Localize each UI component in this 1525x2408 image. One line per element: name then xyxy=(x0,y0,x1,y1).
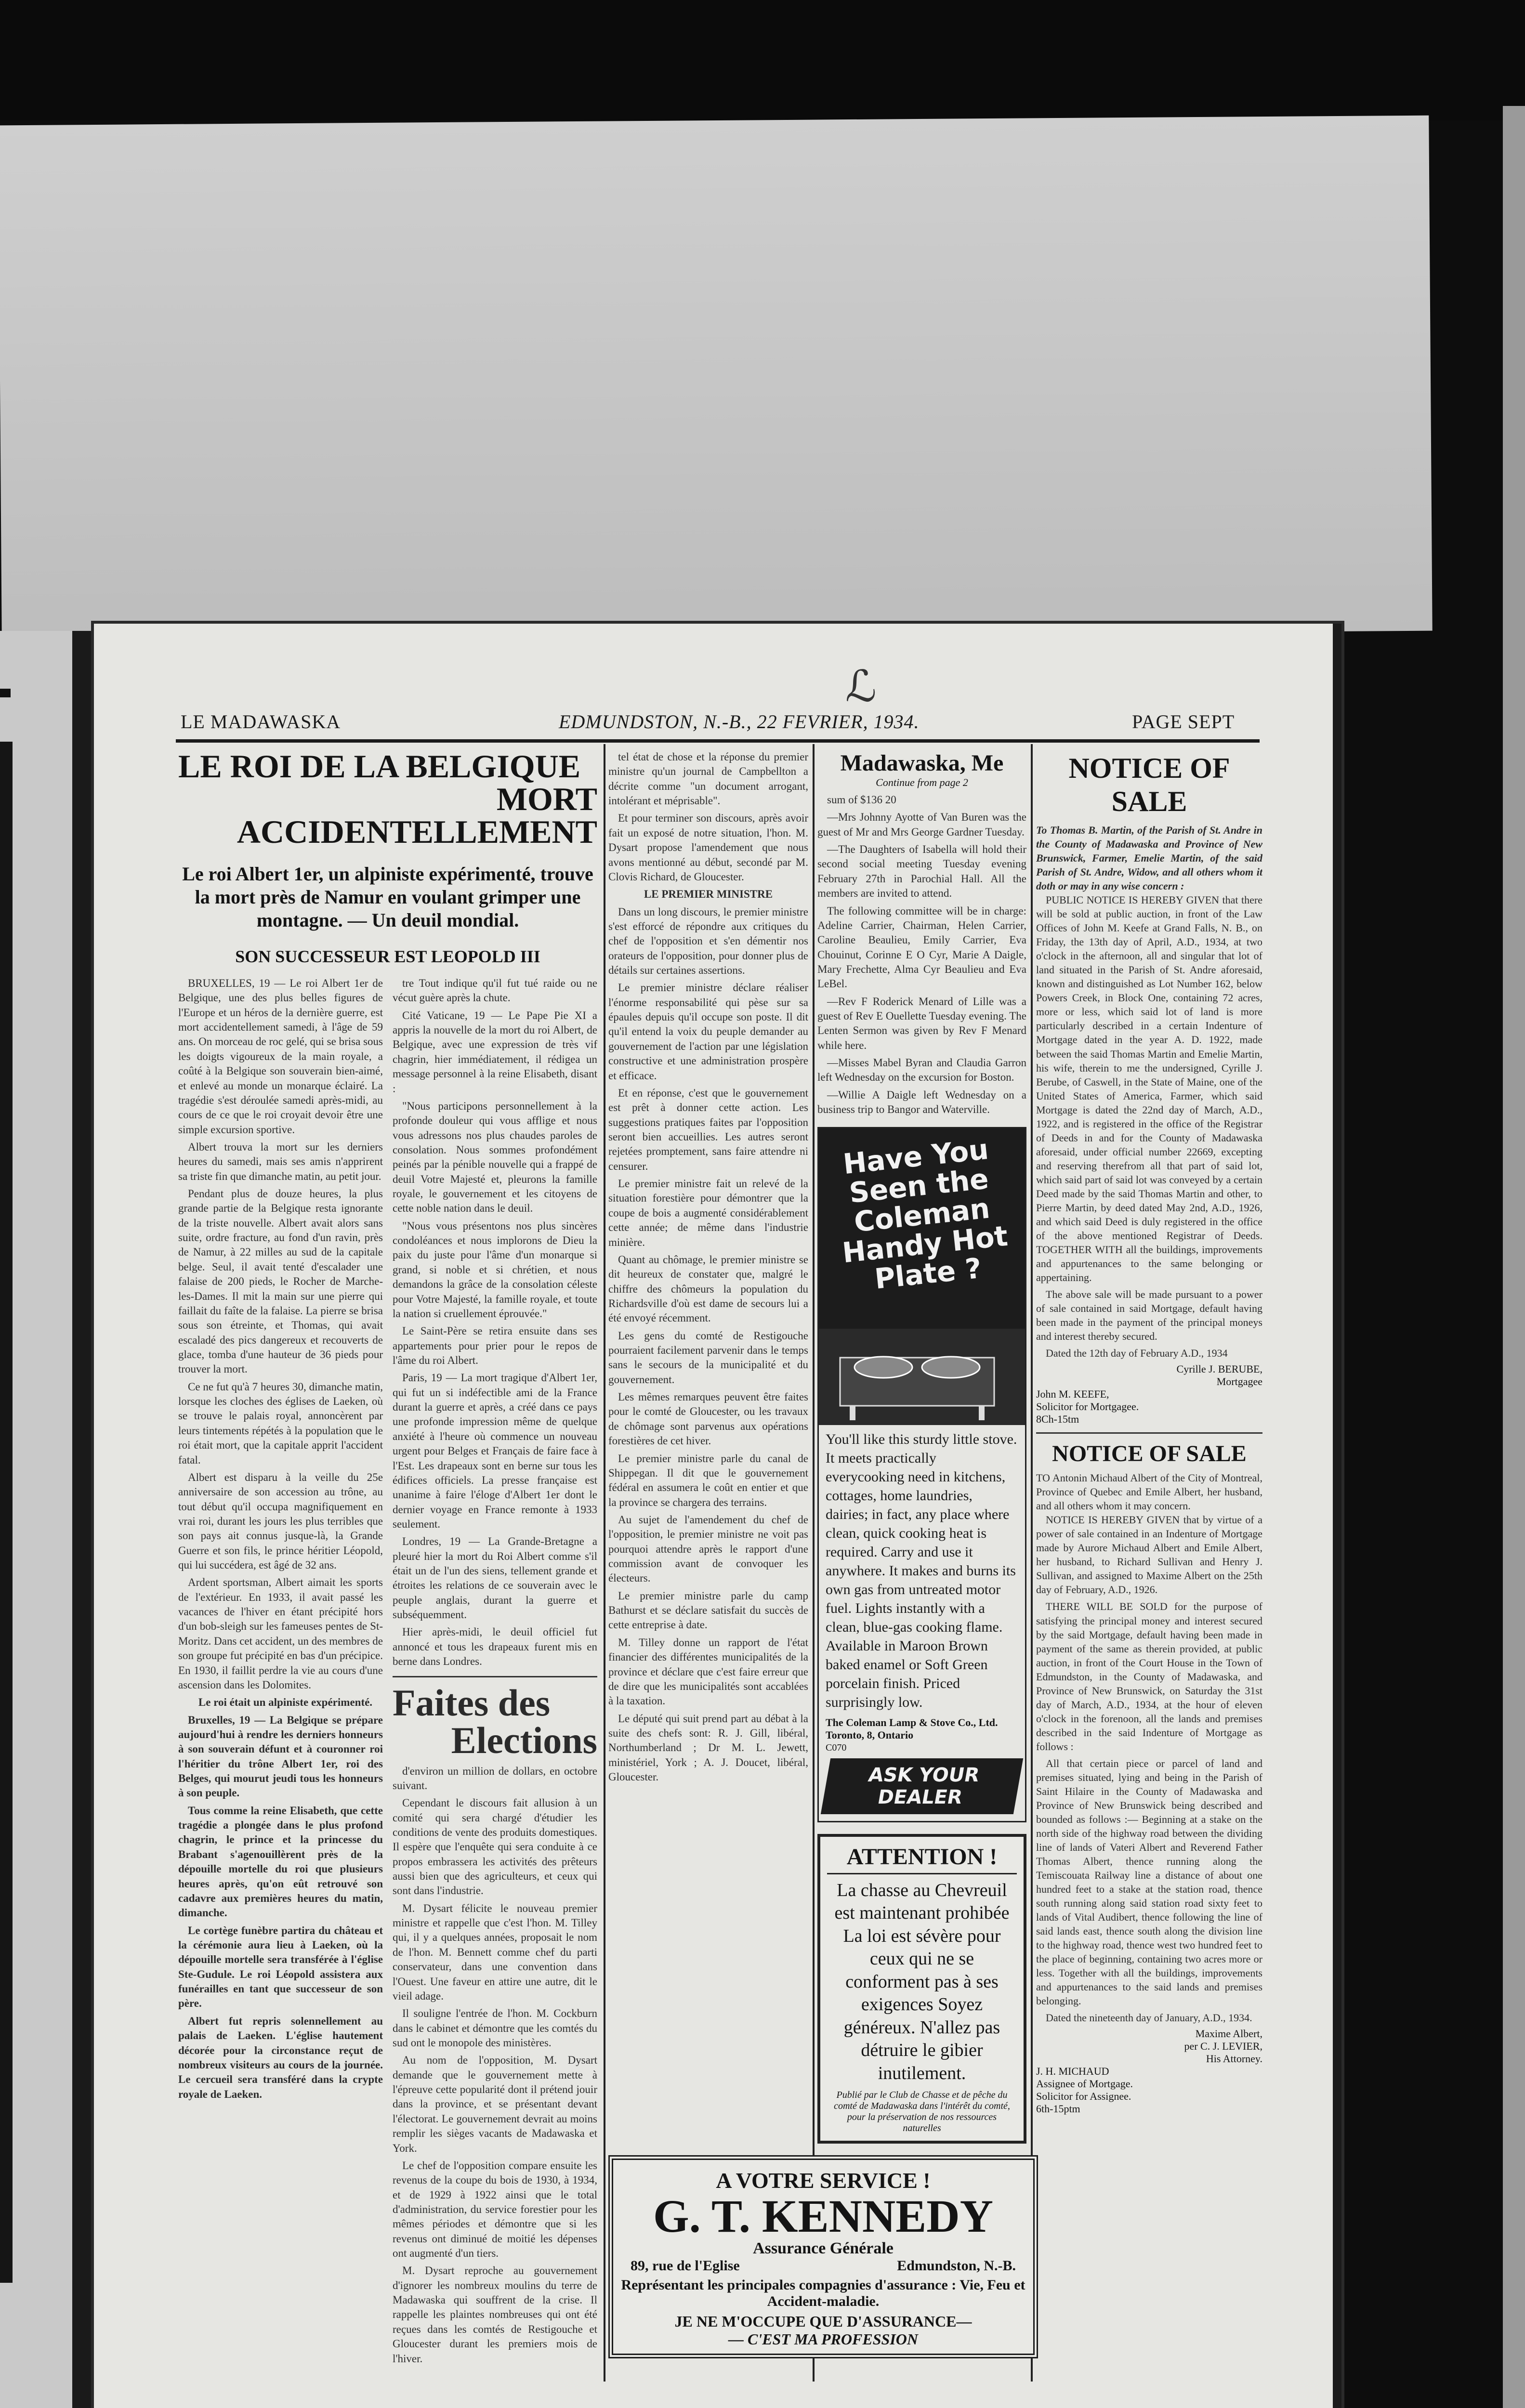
signer-role: His Attorney. xyxy=(1206,2053,1262,2065)
article-divider xyxy=(393,1676,597,1677)
madawaska-masthead: Madawaska, Me xyxy=(840,750,1004,776)
news-item: —Mrs Johnny Ayotte of Van Buren was the guest of Mr and Mrs George Gardner Tuesday. xyxy=(817,811,1026,838)
headline-line2: MORT ACCIDENTELLEMENT xyxy=(237,781,597,850)
dateline: EDMUNDSTON, N.-B., 22 FEVRIER, 1934. xyxy=(559,711,920,733)
paragraph: Dans un long discours, le premier ministre s'est efforcé de répondre aux critiques du chef de l'opposition et s'en démentir nos orateurs de l'opposition, pour donner plus de détails sur certaines assertions. xyxy=(608,905,808,977)
notice1-signer xyxy=(1036,1363,1262,1388)
attention-ad xyxy=(817,1834,1026,2144)
handwritten-mark: ℒ xyxy=(845,661,877,712)
coleman-headline: Have You Seen the Coleman Handy Hot Plate ? xyxy=(841,1132,1010,1295)
paragraph: Et en réponse, c'est que le gouvernement est prêt à donner cette action. Les suggestions pratiques faites par l'opposition seront bien accueillies. Les autres seront rejetées promptement, sans faire attendre ni censurer. xyxy=(608,1086,808,1172)
news-item: The following committee will be in charge: Adeline Carrier, Chairman, Helen Carrier, Caroline Beaulieu, Emily Carrier, Eva Chouinut, Corinne E O Cyr, Marie A Daigle, Mary Frechette, Alma Cyr Beaulieu and Eva LeBel. xyxy=(817,904,1026,990)
paragraph: Les mêmes remarques peuvent être faites pour le comté de Gloucester, ou les travaux de chômage sont parvenus aux opérations forestières de cet hiver. xyxy=(608,1391,808,1447)
solicitor-role-2: Solicitor for Assignee. xyxy=(1036,2090,1131,2103)
kennedy-represent: Représentant les principales compagnies d'assurance : Vie, Feu et Accident-maladie. xyxy=(621,2277,1025,2309)
column-rule xyxy=(1031,744,1033,2382)
stove-icon xyxy=(819,1329,1025,1425)
paragraph: Les gens du comté de Restigouche pourraient facilement parvenir dans le temps sans le secours de la municipalité et du gouvernement. xyxy=(608,1329,808,1386)
news-item: sum of $136 20 xyxy=(827,794,896,806)
notice2-body xyxy=(1036,1513,1262,2025)
attention-body: La chasse au Chevreuil est maintenant prohibée La loi est sévère pour ceux qui ne se conforment pas à ses exigences Soyez généreux. N'allez pas détruire le gibier inutilement. xyxy=(834,1880,1010,2083)
kennedy-address: 89, rue de l'Eglise xyxy=(631,2258,740,2274)
top-paper-sheet xyxy=(0,116,1433,641)
notice-of-sale-title-2: NOTICE OF SALE xyxy=(1052,1441,1247,1467)
news-item: —Rev F Roderick Menard of Lille was a guest of Rev E Ouellette Tuesday evening. The Lenten Sermon was given by Rev F Menard while here. xyxy=(817,995,1026,1051)
coleman-company: The Coleman Lamp & Stove Co., Ltd. Toronto, 8, Ontario xyxy=(826,1716,998,1741)
coleman-ad xyxy=(817,1127,1026,1822)
legislature-body xyxy=(608,750,808,1784)
paragraph: Cependant le discours fait allusion à un comité qui sera chargé d'étudier les conditions de vente des produits domestiques. Il espère que l'enquête qui sera conduite à ce propos embrassera les activités des prêteurs aussi bien que des agriculteurs, et ceux qui sont dans l'industrie. xyxy=(393,1797,597,1897)
notice-of-sale-title: NOTICE OF SALE xyxy=(1068,752,1230,817)
elections-headline-1: Faites des xyxy=(393,1681,551,1724)
king-article xyxy=(178,750,597,2387)
kennedy-slogan-2: — C'EST MA PROFESSION xyxy=(728,2330,918,2348)
king-article-body xyxy=(178,976,383,2369)
signer-role: Mortgagee xyxy=(1216,1375,1262,1388)
notice1-body xyxy=(1036,893,1262,1360)
headline-line1: LE ROI DE LA BELGIQUE xyxy=(178,750,581,785)
paragraph: Au nom de l'opposition, M. Dysart demande que le gouvernement mette à l'épreuve cette popularité dont il prétend jouir dans la province, et se présentant devant l'électorat. Le gouvernement devrait au moins remplir les sièges vacants de Madawaska et York. xyxy=(393,2054,597,2154)
notice1-address: To Thomas B. Martin, of the Parish of St. Andre in the County of Madawaska and Province of New Brunswick, Farmer, Emelie Martin, of the said Parish of St. Andre, Widow, and all others whom it doth or may in any wise concern : xyxy=(1036,824,1262,892)
photo-background xyxy=(0,0,1525,120)
notice2-address: TO Antonin Michaud Albert of the City of Montreal, Province of Quebec and Emile Albert, her husband, and all others whom it may concern. xyxy=(1036,1472,1262,1512)
news-item: —The Daughters of Isabella will hold their second social meeting Tuesday evening February 27th in Parochial Hall. All the members are invited to attend. xyxy=(817,843,1026,900)
paragraph: BRUXELLES, 19 — Le roi Albert 1er de Belgique, une des plus belles figures de l'Europe et un héros de la dernière guerre, est mort accidentellement samedi, à l'âge de 59 ans. On morceau de roc gelé, qui se brisa sous les doigts vigoureux de la main royale, a coûté à la Belgique son souverain bien-aimé, et enlevé au monde un monarque éclairé. La tragédie s'est déroulée samedi après-midi, au cours de ce que le roi croyait devoir être une simple excursion sportive. xyxy=(178,977,383,1136)
elections-headline-2: Elections xyxy=(451,1719,597,1761)
signer-proxy: per C. J. LEVIER, xyxy=(1184,2040,1262,2053)
attention-footer: Publié par le Club de Chasse et de pêche du comté de Madawaska dans l'intérêt du comté, pour la préservation de nos ressources naturelles xyxy=(834,2090,1010,2134)
news-item: —Misses Mabel Byran and Claudia Garron left Wednesday on the excursion for Boston. xyxy=(817,1057,1026,1084)
paragraph: Il souligne l'entrée de l'hon. M. Cockburn dans le cabinet et démontre que les comtés du sud ont le monopole des ministères. xyxy=(393,2007,597,2049)
paragraph: Paris, 19 — La mort tragique d'Albert 1er, qui fut un si indéfectible ami de la France durant la guerre et après, a créé dans ce pays une profonde impression même de quelque anxiété à l'heure où commence un nouveau urgent pour Belges et Français de faire face à l'Est. Les drapeaux sont en berne sur tous les édifices officiels. La presse française est unanime à faire l'éloge d'Albert 1er dont le dernier voyage en France remonte à 1933 seulement. xyxy=(393,1372,597,1530)
notice-code: 8Ch-15tm xyxy=(1036,1413,1079,1426)
paragraph: "Nous vous présentons nos plus sincères condoléances et nous implorons de Dieu la paix du juste pour l'âme d'un monarque si grand, si noble et si chrétien, et nous demandons la grâce de la consolation céleste pour Votre Majesté, la famille royale, et toute la nation si cruellement éprouvée." xyxy=(393,1219,597,1320)
paragraph: Dated the 12th day of February A.D., 1934 xyxy=(1046,1347,1228,1360)
paragraph: Le premier ministre parle du camp Bathurst et se déclare satisfait du succès de cette entreprise à date. xyxy=(608,1589,808,1631)
newspaper-page xyxy=(94,624,1341,2408)
successor-subhead: SON SUCCESSEUR EST LEOPOLD III xyxy=(235,947,540,966)
paragraph: Bruxelles, 19 — La Belgique se prépare aujourd'hui à rendre les derniers honneurs à son souverain défunt et à couronner roi l'héritier du trône Albert 1er, roi des Belges, qui mourut jeudi tous les honneurs à son peuple. xyxy=(178,1714,383,1799)
kennedy-insurance-ad xyxy=(608,2155,1038,2358)
solicitor-role: Assignee of Mortgage. xyxy=(1036,2078,1133,2090)
notice-divider xyxy=(1036,1432,1262,1434)
paragraph: M. Tilley donne un rapport de l'état financier des différentes municipalités de la province et déclare que c'est faire erreur que de dire que les municipalités sont accablées à la taxation. xyxy=(608,1636,808,1707)
paragraph: Le roi était un alpiniste expérimenté. xyxy=(198,1696,373,1709)
paper-name: LE MADAWASKA xyxy=(181,711,341,733)
coleman-code: C070 xyxy=(826,1742,847,1753)
paragraph: Londres, 19 — La Grande-Bretagne a pleuré hier la mort du Roi Albert comme s'il était un de l'un des siens, tellement grande et étroites les relations de ce souverain avec le peuple anglais, durant la guerre et subséquemment. xyxy=(393,1535,597,1621)
paragraph: Ce ne fut qu'à 7 heures 30, dimanche matin, lorsque les cloches des églises de Laeken, où se trouve le palais royal, annoncèrent par leurs tintements répétés à la population que le roi était mort, que la capitale apprit l'accident fatal. xyxy=(178,1380,383,1466)
page-edge-shadow xyxy=(1333,624,1341,2408)
right-paper-edge xyxy=(1503,106,1525,2408)
paragraph: Pendant plus de douze heures, la plus grande partie de la Belgique resta ignorante de la triste nouvelle. Albert avait alors sans suite, ordre fracture, au fond d'un ravin, près de Namur, à 22 milles au sud de la capitale belge. Seul, il avait tenté d'escalader une falaise de 200 pieds, le Rocher de Marche-les-Dames. Il mit la main sur une pierre qui faillait du faîte de la falaise. La pierre se brisa sous son étreinte, et Thomas, qui avait escaladé des pics dangereux et recouverts de glace, tomba d'une hauteur de 36 pieds pour trouver la mort. xyxy=(178,1188,383,1375)
paragraph: Le Saint-Père se retira ensuite dans ses appartements pour prier pour le repos de l'âme du roi Albert. xyxy=(393,1325,597,1366)
notice2-solicitor xyxy=(1036,2065,1262,2115)
legislature-column xyxy=(608,750,808,2156)
paragraph: Quant au chômage, le premier ministre se dit heureux de constater que, malgré le chiffre des chômeurs la population du Richardsville d'où est dame de secours lui a été envoyé récemment. xyxy=(608,1253,808,1324)
signer-name: Cyrille J. BERUBE, xyxy=(1176,1363,1262,1375)
kennedy-name: G. T. KENNEDY xyxy=(653,2190,993,2242)
paragraph: Au sujet de l'amendement du chef de l'opposition, le premier ministre ne voit pas pourquoi attendre après le rapport d'une commission avant de convoquer les électeurs. xyxy=(608,1513,808,1584)
notice2-signer xyxy=(1036,2028,1262,2065)
king-article-continued xyxy=(393,976,597,2369)
notices-column xyxy=(1036,750,1262,2387)
solicitor-name: John M. KEEFE, xyxy=(1036,1388,1109,1400)
paragraph: Tous comme la reine Elisabeth, que cette tragédie a plongée dans le plus profond chagrin, le prince et la princesse du Brabant s'agenouillèrent près de la dépouille mortelle du roi que plusieurs heures après, qu'on eût retrouvé son cadavre aux premières heures du matin, dimanche. xyxy=(178,1804,383,1919)
coleman-headline-block xyxy=(819,1128,1025,1329)
paragraph: Cité Vaticane, 19 — Le Pape Pie XI a appris la nouvelle de la mort du roi Albert, de Belgique, avec une expression de très vif chagrin, hier immédiatement, il rédigea un message personnel à la reine Elisabeth, disant : xyxy=(393,1009,597,1095)
paragraph: Le premier ministre déclare réaliser l'énorme responsabilité qui pèse sur sa épaules depuis qu'il occupe son poste. Il dit qu'il entend la voix du peuple demander au gouvernement de l'action par une législation constructive et une administration prospère et efficace. xyxy=(608,982,808,1082)
article-deck: Le roi Albert 1er, un alpiniste expérimenté, trouve la mort près de Namur en voulant grimper une montagne. — Un deuil mondial. xyxy=(182,863,593,931)
kennedy-tagline: A VOTRE SERVICE ! xyxy=(716,2168,931,2193)
paragraph: M. Dysart reproche au gouvernement d'ignorer les nombreux moulins du terre de Madawaska qui souffrent de la crise. Il rappelle les plaintes nombreuses qui ont été reçues dans les comtés de Restigouche et Gloucester durant les premiers mois de l'hiver. xyxy=(393,2264,597,2365)
paragraph: "Nous participons personnellement à la profonde douleur qui vous afflige et nous vous adressons nos plus chaudes paroles de consolation. Nous sommes profondément peinés par la pénible nouvelle qui a frappé de deuil Votre Majesté et, pleurons la famille royale, le gouvernement et les citoyens de cette noble nation dans le deuil. xyxy=(393,1099,597,1215)
section-heading: LE PREMIER MINISTRE xyxy=(644,888,773,901)
news-item: —Willie A Daigle left Wednesday on a business trip to Bangor and Waterville. xyxy=(817,1088,1026,1116)
solicitor-role: Solicitor for Mortgagee. xyxy=(1036,1400,1139,1413)
column-rule xyxy=(604,744,605,2382)
paragraph: All that certain piece or parcel of land and premises situated, lying and being in the Parish of Saint Hilaire in the County of Madawaska and Province of New Brunswick being described and bounded as follows :— Beginning at a stake on the north side of the highway road between the dividing line of lands of Vateri Albert and Reverend Father Thomas Albert, thence running along the Temiscouata Railway line a distance of about one hundred feet to a stake at the station road, thence south running along said station road sixty feet to lands of Vital Audibert, thence following the line of said lands east, thence south along the division line to the highway road, thence west two hundred feet to the place of beginning, containing two acres more or less. Together with all the buildings, improvements and appurtenances to the said lands and premises belonging. xyxy=(1036,1757,1262,2007)
left-adjacent-page xyxy=(0,631,93,2408)
paragraph: Le chef de l'opposition compare ensuite les revenus de la coupe du bois de 1930, à 1934, et de 1929 à 1922 ainsi que le total d'administration, du service forestier pour les mêmes périodes et démontre que si les revenus ont diminué de moitié les dépenses ont augmenté d'un tiers. xyxy=(393,2159,597,2260)
signer-name: Maxime Albert, xyxy=(1195,2028,1262,2040)
paragraph: Ardent sportsman, Albert aimait les sports de l'extérieur. En 1933, il avait passé les vacances de l'hiver en étant précipité hors d'un bob-sleigh sur les fameuses pentes de St-Moritz. Dans cet accident, un des membres de son groupe fut précipité en bas d'un précipice. En 1930, il faillit perdre la vie au cours d'une ascension dans les Dolomites. xyxy=(178,1576,383,1691)
kennedy-city: Edmundston, N.-B. xyxy=(897,2258,1016,2274)
page-number: PAGE SEPT xyxy=(1132,711,1235,733)
paragraph: M. Dysart félicite le nouveau premier ministre et rappelle que c'est l'hon. M. Tilley qui, il y a quelques années, proposait le nom de l'hon. M. Bennett comme chef du parti conservateur, dans une convention dans l'Ouest. Une faveur en attire une autre, dit le vieil adage. xyxy=(393,1902,597,2002)
paragraph: Hier après-midi, le deuil officiel fut annoncé et tous les drapeaux furent mis en berne dans Londres. xyxy=(393,1626,597,1668)
hot-plate-illustration xyxy=(819,1329,1025,1425)
ask-dealer-banner: ASK YOUR DEALER xyxy=(821,1758,1023,1814)
paragraph: tel état de chose et la réponse du premier ministre qu'un journal de Campbellton a décrite comme "un document arrogant, intolérant et méprisable". xyxy=(608,751,808,807)
kennedy-address-row xyxy=(621,2258,1025,2274)
paragraph: tre Tout indique qu'il fut tué raide ou ne vécut guère après la chute. xyxy=(393,977,597,1004)
paragraph: Le cortège funèbre partira du château et la cérémonie aura lieu à Laeken, où la dépouille mortelle sera transférée à l'église Ste-Gudule. Le roi Léopold assistera aux funérailles en tant que successeur de son père. xyxy=(178,1924,383,2010)
paragraph: Le député qui suit prend part au débat à la suite des chefs sont: R. J. Gill, libéral, Northumberland ; Dr M. L. Jewett, ministériel, York ; A. J. Doucet, libéral, Gloucester. xyxy=(608,1712,808,1783)
paragraph: Le premier ministre fait un relevé de la situation forestière pour démontrer que la coupe de bois a augmenté considérablement cette année; de même dans l'industrie minière. xyxy=(608,1178,808,1248)
notice1-solicitor xyxy=(1036,1388,1262,1426)
coleman-copy: You'll like this sturdy little stove. It meets practically everycooking need in kitchens, cottages, home laundries, dairies; in fact, any place where clean, quick cooking heat is required. Carry and use it anywhere. It makes and burns its own gas from untreated motor fuel. Lights instantly with a clean, blue-gas cooking flame. Available in Maroon Brown baked enamel or Soft Green porcelain finish. Priced surprisingly low. xyxy=(826,1431,1017,1710)
attention-title: ATTENTION ! xyxy=(827,1844,1017,1874)
solicitor-name: J. H. MICHAUD xyxy=(1036,2065,1109,2078)
kennedy-subtitle: Assurance Générale xyxy=(753,2239,894,2257)
paragraph: Et pour terminer son discours, après avoir fait un exposé de notre situation, l'hon. M. Dysart propose l'amendement que nous avons mentionné au début, secondé par M. Clovis Richard, de Gloucester. xyxy=(608,812,808,883)
kennedy-slogan-1: JE NE M'OCCUPE QUE D'ASSURANCE— xyxy=(674,2313,972,2330)
paragraph: PUBLIC NOTICE IS HEREBY GIVEN that there will be sold at public auction, in front of the Law Offices of John M. Keefe at Grand Falls, N. B., on Friday, the 13th day of April, A.D., 1934, at two o'clock in the afternoon, all and singular that lot of land situated in the Parish of St. Andre aforesaid, known and distinguished as Lot Number 162, below Powers Creek, in Block One, containing 72 acres, more or less, which said lot of land is more particularly described in a certain Indenture of Mortgage dated in the year A. D. 1922, made between the said Thomas Martin and Emelie Martin, his wife, therein to me the undersigned, Cyrille J. Berube, of Caswell, in the State of Maine, one of the United States of America, Farmer, which said Mortgage is dated the 22nd day of March, A.D., 1922, and is registered in the office of the Registrar of Deeds in and for the County of Madawaska aforesaid, under official number 22669, excepting and reserving therefrom all that part of said lot, which said part of said lot was conveyed by a certain Deed made by the said Thomas Martin and other, to Pierre Martin, by deed dated May 2nd, A.D., 1926, and which said Deed is duly registered in the office of the above mentioned Registrar of Deeds. TOGETHER WITH all the buildings, improvements and appurtenances to the same belonging or appertaining. xyxy=(1036,894,1262,1283)
paragraph: The above sale will be made pursuant to a power of sale contained in said Mortgage, default having been made in the payment of the principal moneys and interest thereby secured. xyxy=(1036,1288,1262,1343)
paragraph: Albert fut repris solennellement au palais de Laeken. L'église hautement décorée pour la circonstance reçut de nombreux visiteurs au cours de la journée. Le cercueil sera transféré dans la crypte royale de Laeken. xyxy=(178,2015,383,2100)
column-rule xyxy=(813,744,815,2382)
madawaska-news xyxy=(817,793,1026,1117)
paragraph: NOTICE IS HEREBY GIVEN that by virtue of a power of sale contained in an Indenture of Mortgage made by Aurore Michaud Albert and Emile Albert, her husband, to Richard Sullivan and Henry J. Sullivan, and assigned to Maxime Albert on the 25th day of February, A.D., 1926. xyxy=(1036,1514,1262,1596)
madawaska-column xyxy=(817,750,1026,2190)
paragraph: Albert trouva la mort sur les derniers heures du samedi, mais ses amis n'apprirent sa triste fin que dimanche matin, au petit jour. xyxy=(178,1140,383,1182)
paragraph: Le premier ministre parle du canal de Shippegan. Il dit que le gouvernement fédéral en assumera le coût en entier et que la province se chargera des terrains. xyxy=(608,1452,808,1508)
header-rule xyxy=(176,739,1260,743)
paragraph: d'environ un million de dollars, en octobre suivant. xyxy=(393,1765,597,1792)
continued-note: Continue from page 2 xyxy=(876,776,968,788)
paragraph: THERE WILL BE SOLD for the purpose of satisfying the principal money and interest secured by the said Mortgage, default having been made in payment of the same as therein provided, at public auction, in front of the Court House in the Town of Edmundston, in the County of Madawaska, and Province of New Brunswick, on Saturday the 31st day of March, A.D., 1934, at the hour of eleven o'clock in the forenoon, all the lands and premises described in the said Indenture of Mortgage as follows : xyxy=(1036,1600,1262,1753)
notice-code: 6th-15ptm xyxy=(1036,2103,1080,2115)
paragraph: Albert est disparu à la veille du 25e anniversaire de son accession au trône, au tout début qu'il occupa magnifiquement en vrai roi, durant les jours les plus terribles que son pays ait connus jusque-là, la Grande Guerre et son fils, le prince héritier Léopold, qui lui succédera, est âgé de 32 ans. xyxy=(178,1471,383,1571)
paragraph: Dated the nineteenth day of January, A.D., 1934. xyxy=(1046,2012,1252,2024)
